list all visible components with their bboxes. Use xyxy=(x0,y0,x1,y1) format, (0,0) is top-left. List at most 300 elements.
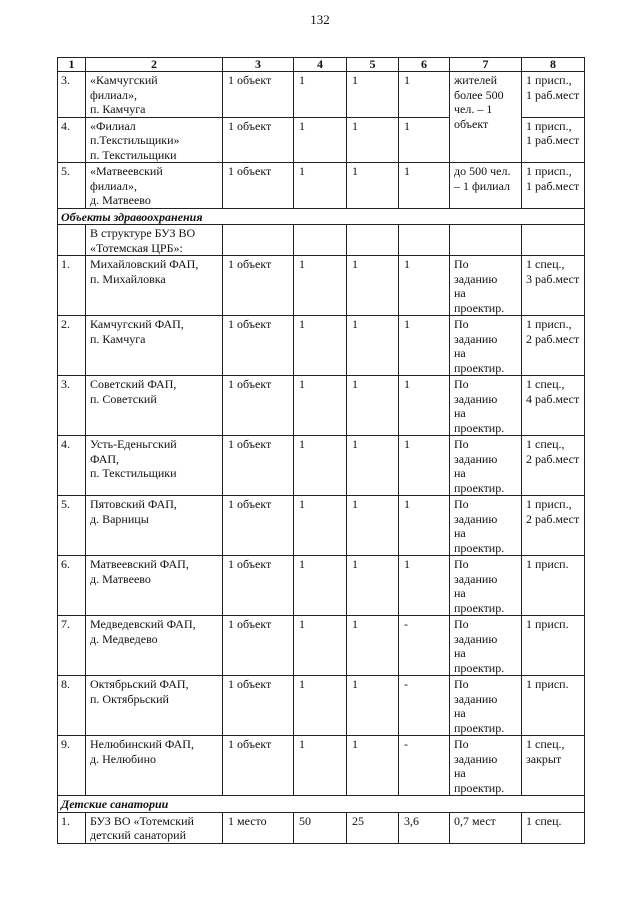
cell-col5 xyxy=(347,225,399,256)
cell-col4 xyxy=(294,616,347,676)
cell-text: 25 xyxy=(352,813,364,828)
page-number: 132 xyxy=(310,12,330,27)
cell-name xyxy=(86,72,223,118)
cell-text: заданию xyxy=(454,571,498,586)
section-title: Детские санатории xyxy=(58,796,585,813)
cell-text: – 1 филиал xyxy=(454,178,511,193)
cell-text: 1 xyxy=(404,164,410,178)
cell-text: д. Нелюбино xyxy=(90,751,156,766)
cell-text: Камчугский ФАП, xyxy=(90,317,184,331)
cell-number xyxy=(58,676,86,736)
cell-text: 1 спец., xyxy=(526,377,565,391)
cell-text: 1 объект xyxy=(228,317,272,331)
cell-text: 0,7 мест xyxy=(454,813,496,828)
cell-text: 9. xyxy=(61,737,70,751)
cell-text: По xyxy=(454,617,469,631)
cell-col4 xyxy=(294,316,347,376)
cell-col4 xyxy=(294,676,347,736)
cell-text: 1 объект xyxy=(228,73,272,87)
cell-text: 1 xyxy=(352,617,358,631)
cell-text: д. Варницы xyxy=(90,511,149,526)
cell-text: 1 присп., xyxy=(526,317,572,331)
cell-text: Матвеевский ФАП, xyxy=(90,557,189,571)
cell-number xyxy=(58,812,86,843)
cell-text: По xyxy=(454,377,469,391)
cell-col5 xyxy=(347,496,399,556)
cell-text: п. Текстильщики xyxy=(90,147,177,162)
section-row xyxy=(58,208,585,225)
cell-number xyxy=(58,736,86,796)
cell-count xyxy=(223,812,294,843)
cell-text: проектир. xyxy=(454,720,505,735)
cell-text: 1 xyxy=(352,257,358,271)
table-row xyxy=(58,163,585,209)
cell-col5 xyxy=(347,163,399,209)
cell-text: 1 xyxy=(299,377,305,391)
cell-text: 1 xyxy=(352,557,358,571)
cell-text: 1 объект xyxy=(228,437,272,451)
cell-text: 1 xyxy=(404,118,410,133)
cell-name xyxy=(86,256,223,316)
cell-staff xyxy=(522,736,585,796)
cell-text: Советский ФАП, xyxy=(90,377,177,391)
cell-text: 1 объект xyxy=(228,737,272,751)
cell-name xyxy=(86,117,223,163)
cell-text: 1 присп., xyxy=(526,118,572,133)
table-row xyxy=(58,316,585,376)
cell-text: По xyxy=(454,257,469,271)
cell-text: 2 раб.мест xyxy=(526,331,580,346)
cell-text: 1 раб.мест xyxy=(526,178,580,193)
table-row xyxy=(58,256,585,316)
cell-text: заданию xyxy=(454,511,498,526)
cell-text: проектир. xyxy=(454,480,505,495)
cell-text: 1 xyxy=(299,677,305,691)
cell-name xyxy=(86,736,223,796)
cell-number xyxy=(58,225,86,256)
cell-text: Нелюбинский ФАП, xyxy=(90,737,194,751)
cell-text: п. Михайловка xyxy=(90,271,166,286)
cell-condition xyxy=(450,616,522,676)
cell-text: 1 объект xyxy=(228,497,272,511)
cell-count xyxy=(223,436,294,496)
cell-text: «Тотемская ЦРБ»: xyxy=(90,240,183,255)
cell-text: п. Камчуга xyxy=(90,102,146,116)
cell-name xyxy=(86,163,223,209)
cell-text: 1 xyxy=(299,437,305,451)
cell-text: 1 xyxy=(352,317,358,331)
cell-text: В структуре БУЗ ВО xyxy=(90,226,196,240)
cell-text: 1 объект xyxy=(228,557,272,571)
cell-condition xyxy=(450,376,522,436)
cell-col6 xyxy=(399,496,450,556)
cell-col4 xyxy=(294,556,347,616)
cell-count xyxy=(223,556,294,616)
cell-text: 4 раб.мест xyxy=(526,391,580,406)
cell-text: 1 спец., xyxy=(526,737,565,751)
cell-staff xyxy=(522,376,585,436)
cell-text: заданию xyxy=(454,451,498,466)
table-row xyxy=(58,676,585,736)
cell-text: 1 присп. xyxy=(526,617,569,631)
cell-text: По xyxy=(454,437,469,451)
cell-text: 1 xyxy=(299,73,305,87)
header-cell: 8 xyxy=(522,58,585,72)
cell-col6 xyxy=(399,436,450,496)
cell-name xyxy=(86,436,223,496)
cell-text: 1 спец. xyxy=(526,813,562,828)
cell-col4 xyxy=(294,436,347,496)
cell-text: 1 xyxy=(299,118,305,133)
cell-text: на xyxy=(454,706,466,720)
cell-text: заданию xyxy=(454,631,498,646)
cell-text: заданию xyxy=(454,271,498,286)
cell-col5 xyxy=(347,556,399,616)
cell-text: п. Камчуга xyxy=(90,331,146,346)
cell-staff xyxy=(522,496,585,556)
cell-text: 4. xyxy=(61,437,70,451)
cell-text: п. Текстильщики xyxy=(90,466,177,480)
cell-number xyxy=(58,316,86,376)
cell-col6 xyxy=(399,616,450,676)
cell-text: «Камчугский xyxy=(90,73,158,87)
cell-condition xyxy=(450,316,522,376)
cell-text: - xyxy=(404,677,408,691)
cell-text: 1 xyxy=(352,737,358,751)
cell-text: 1 xyxy=(404,437,410,451)
cell-text: «Филиал xyxy=(90,118,136,133)
cell-text: 1 раб.мест xyxy=(526,87,580,102)
cell-staff xyxy=(522,117,585,163)
cell-text: 1 xyxy=(404,73,410,87)
cell-text: 2 раб.мест xyxy=(526,451,580,466)
cell-col6 xyxy=(399,736,450,796)
cell-col5 xyxy=(347,316,399,376)
cell-staff xyxy=(522,316,585,376)
cell-text: проектир. xyxy=(454,420,505,435)
cell-text: заданию xyxy=(454,391,498,406)
cell-condition xyxy=(450,676,522,736)
cell-number xyxy=(58,117,86,163)
cell-text: 1 присп., xyxy=(526,164,572,178)
cell-text: 3. xyxy=(61,377,70,391)
cell-text: 1 xyxy=(352,497,358,511)
cell-col4 xyxy=(294,376,347,436)
cell-text: более 500 xyxy=(454,87,504,102)
cell-count xyxy=(223,225,294,256)
cell-name xyxy=(86,616,223,676)
cell-text: д. Медведево xyxy=(90,631,158,646)
cell-text: Усть-Еденьгский xyxy=(90,437,177,451)
cell-number xyxy=(58,436,86,496)
cell-text: 1 объект xyxy=(228,164,272,178)
header-cell: 5 xyxy=(347,58,399,72)
cell-staff xyxy=(522,556,585,616)
cell-text: заданию xyxy=(454,331,498,346)
cell-text: 1 xyxy=(404,497,410,511)
cell-col6 xyxy=(399,72,450,118)
cell-col5 xyxy=(347,376,399,436)
table-row xyxy=(58,556,585,616)
cell-count xyxy=(223,496,294,556)
cell-text: 2 раб.мест xyxy=(526,511,580,526)
cell-text: БУЗ ВО «Тотемский xyxy=(90,813,194,828)
cell-col5 xyxy=(347,436,399,496)
cell-text: проектир. xyxy=(454,540,505,555)
cell-text: 1 xyxy=(299,257,305,271)
table-row xyxy=(58,72,585,118)
cell-condition xyxy=(450,496,522,556)
cell-text: 1 объект xyxy=(228,377,272,391)
cell-text: закрыт xyxy=(526,751,562,766)
cell-text: 50 xyxy=(299,813,311,828)
cell-text: 1 xyxy=(299,557,305,571)
cell-text: жителей xyxy=(454,73,498,87)
cell-text: 3,6 xyxy=(404,813,419,828)
cell-number xyxy=(58,556,86,616)
cell-text: 1 объект xyxy=(228,617,272,631)
cell-text: проектир. xyxy=(454,660,505,675)
cell-name xyxy=(86,376,223,436)
cell-text: 1. xyxy=(61,257,70,271)
cell-text: 5. xyxy=(61,164,70,178)
cell-text: 1 объект xyxy=(228,257,272,271)
header-cell: 4 xyxy=(294,58,347,72)
cell-text: на xyxy=(454,466,466,480)
cell-text: д. Матвеево xyxy=(90,571,151,586)
cell-col4 xyxy=(294,225,347,256)
cell-text: 1 xyxy=(404,317,410,331)
cell-text: 1 xyxy=(299,164,305,178)
cell-text: По xyxy=(454,737,469,751)
cell-col4 xyxy=(294,256,347,316)
cell-text: 6. xyxy=(61,557,70,571)
cell-text: д. Матвеево xyxy=(90,193,151,207)
cell-text: 3 раб.мест xyxy=(526,271,580,286)
cell-text: 1 xyxy=(352,677,358,691)
cell-text: «Матвеевский xyxy=(90,164,163,178)
cell-count xyxy=(223,736,294,796)
cell-staff xyxy=(522,676,585,736)
cell-text: По xyxy=(454,677,469,691)
cell-text: проектир. xyxy=(454,780,505,795)
cell-text: заданию xyxy=(454,751,498,766)
table-row xyxy=(58,225,585,256)
cell-col4 xyxy=(294,736,347,796)
cell-text: до 500 чел. xyxy=(454,164,511,178)
cell-staff xyxy=(522,812,585,843)
cell-col6 xyxy=(399,163,450,209)
cell-name xyxy=(86,812,223,843)
cell-count xyxy=(223,256,294,316)
cell-col6 xyxy=(399,316,450,376)
cell-name xyxy=(86,556,223,616)
cell-text: на xyxy=(454,766,466,780)
cell-count xyxy=(223,72,294,118)
cell-text: 1 xyxy=(352,118,358,133)
cell-col6 xyxy=(399,812,450,843)
cell-condition xyxy=(450,225,522,256)
cell-staff xyxy=(522,436,585,496)
cell-count xyxy=(223,117,294,163)
cell-staff xyxy=(522,225,585,256)
cell-text: на xyxy=(454,406,466,420)
header-cell: 3 xyxy=(223,58,294,72)
cell-text: на xyxy=(454,286,466,300)
table-row xyxy=(58,616,585,676)
cell-condition xyxy=(450,256,522,316)
cell-text: объект xyxy=(454,116,489,131)
cell-text: - xyxy=(404,737,408,751)
cell-text: 1 xyxy=(404,557,410,571)
header-row xyxy=(58,58,585,72)
table-body xyxy=(58,72,585,844)
cell-text: 1 xyxy=(404,377,410,391)
cell-text: 1 xyxy=(404,257,410,271)
data-table xyxy=(57,57,585,844)
table-row xyxy=(58,436,585,496)
cell-text: По xyxy=(454,497,469,511)
cell-staff xyxy=(522,163,585,209)
cell-count xyxy=(223,316,294,376)
cell-text: проектир. xyxy=(454,600,505,615)
cell-staff xyxy=(522,256,585,316)
header-cell: 2 xyxy=(86,58,223,72)
cell-text: 1 xyxy=(299,317,305,331)
cell-col5 xyxy=(347,736,399,796)
cell-condition xyxy=(450,812,522,843)
cell-text: проектир. xyxy=(454,360,505,375)
cell-text: 1 присп. xyxy=(526,557,569,571)
cell-col5 xyxy=(347,117,399,163)
cell-text: 1 xyxy=(352,437,358,451)
cell-text: 1 присп. xyxy=(526,677,569,691)
cell-number xyxy=(58,256,86,316)
cell-number xyxy=(58,616,86,676)
cell-text: 1 присп., xyxy=(526,73,572,87)
cell-col6 xyxy=(399,676,450,736)
cell-count xyxy=(223,376,294,436)
cell-text: По xyxy=(454,317,469,331)
cell-text: 1 место xyxy=(228,813,267,828)
cell-text: Пятовский ФАП, xyxy=(90,497,177,511)
table-row xyxy=(58,736,585,796)
cell-text: 1 xyxy=(299,617,305,631)
cell-count xyxy=(223,676,294,736)
cell-text: ФАП, xyxy=(90,451,120,466)
cell-text: филиал», xyxy=(90,87,138,102)
cell-col5 xyxy=(347,72,399,118)
cell-col5 xyxy=(347,812,399,843)
cell-condition xyxy=(450,163,522,209)
cell-col4 xyxy=(294,117,347,163)
cell-text: 2. xyxy=(61,317,70,331)
cell-number xyxy=(58,376,86,436)
cell-condition xyxy=(450,736,522,796)
cell-text: проектир. xyxy=(454,300,505,315)
cell-text: 1. xyxy=(61,813,70,828)
cell-text: 1 спец., xyxy=(526,257,565,271)
cell-number xyxy=(58,72,86,118)
cell-text: 1 объект xyxy=(228,118,272,133)
cell-text: По xyxy=(454,557,469,571)
cell-text: Октябрьский ФАП, xyxy=(90,677,189,691)
cell-number xyxy=(58,163,86,209)
cell-text: 3. xyxy=(61,73,70,87)
cell-text: 1 xyxy=(352,73,358,87)
cell-text: 1 xyxy=(299,497,305,511)
table-row xyxy=(58,376,585,436)
cell-col6 xyxy=(399,376,450,436)
cell-text: - xyxy=(404,617,408,631)
cell-col5 xyxy=(347,256,399,316)
cell-text: заданию xyxy=(454,691,498,706)
cell-text: 8. xyxy=(61,677,70,691)
header-cell: 7 xyxy=(450,58,522,72)
cell-condition xyxy=(450,556,522,616)
cell-text: 1 xyxy=(352,164,358,178)
cell-col5 xyxy=(347,616,399,676)
header-cell: 1 xyxy=(58,58,86,72)
cell-name xyxy=(86,676,223,736)
cell-col6 xyxy=(399,225,450,256)
cell-staff xyxy=(522,616,585,676)
cell-text: 5. xyxy=(61,497,70,511)
section-row xyxy=(58,796,585,813)
cell-text: 1 спец., xyxy=(526,437,565,451)
cell-text: детский санаторий xyxy=(90,828,186,842)
cell-count xyxy=(223,616,294,676)
cell-col6 xyxy=(399,117,450,163)
cell-condition xyxy=(450,436,522,496)
cell-col6 xyxy=(399,256,450,316)
cell-col4 xyxy=(294,496,347,556)
cell-text: 4. xyxy=(61,118,70,133)
cell-col4 xyxy=(294,812,347,843)
table-row xyxy=(58,812,585,843)
cell-text: Медведевский ФАП, xyxy=(90,617,196,631)
table-row xyxy=(58,496,585,556)
cell-text: 1 xyxy=(352,377,358,391)
cell-text: 1 раб.мест xyxy=(526,133,580,147)
cell-condition xyxy=(450,72,522,163)
cell-count xyxy=(223,163,294,209)
cell-text: чел. – 1 xyxy=(454,102,493,116)
cell-text: 1 xyxy=(299,737,305,751)
cell-col4 xyxy=(294,163,347,209)
cell-text: 1 присп., xyxy=(526,497,572,511)
cell-text: на xyxy=(454,586,466,600)
cell-staff xyxy=(522,72,585,118)
cell-text: филиал», xyxy=(90,178,138,193)
cell-name xyxy=(86,496,223,556)
cell-col6 xyxy=(399,556,450,616)
header-cell: 6 xyxy=(399,58,450,72)
cell-text: на xyxy=(454,646,466,660)
cell-name xyxy=(86,225,223,256)
cell-name xyxy=(86,316,223,376)
cell-number xyxy=(58,496,86,556)
cell-text: п. Октябрьский xyxy=(90,691,169,706)
cell-col5 xyxy=(347,676,399,736)
cell-text: 1 объект xyxy=(228,677,272,691)
cell-text: 7. xyxy=(61,617,70,631)
cell-text: п. Советский xyxy=(90,391,157,406)
section-title: Объекты здравоохранения xyxy=(58,208,585,225)
cell-text: п.Текстильщики» xyxy=(90,133,180,147)
cell-text: Михайловский ФАП, xyxy=(90,257,199,271)
cell-text: на xyxy=(454,346,466,360)
